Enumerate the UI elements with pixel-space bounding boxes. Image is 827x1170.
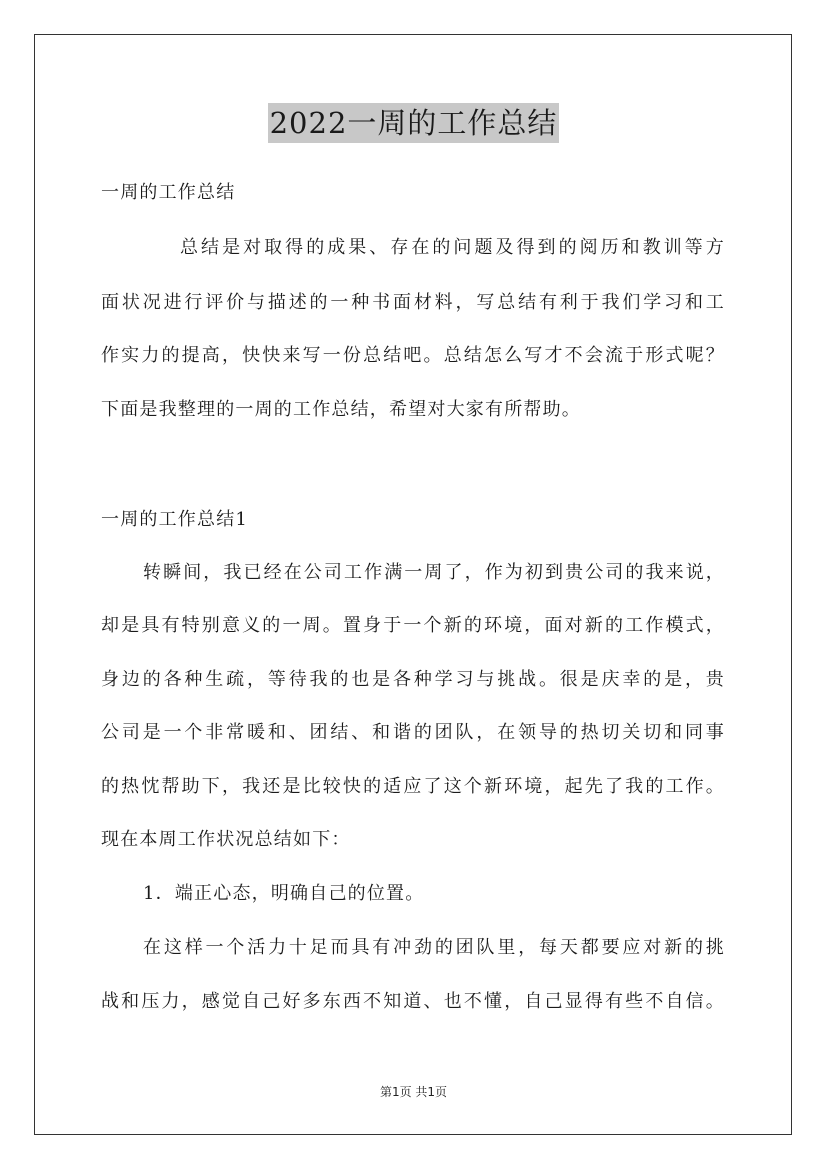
section-heading-2: 一周的工作总结1 [101, 509, 249, 530]
body-line-2: 却是具有特别意义的一周。置身于一个新的环境，面对新的工作模式， [101, 615, 725, 636]
intro-line-2: 面状况进行评价与描述的一种书面材料，写总结有利于我们学习和工 [101, 292, 725, 313]
page-footer: 第1页 共1页 [379, 1085, 448, 1099]
body2-line-2: 战和压力，感觉自己好多东西不知道、也不懂，自己显得有些不自信。 [101, 991, 725, 1012]
body-line-4: 公司是一个非常暖和、团结、和谐的团队，在领导的热切关切和同事 [101, 722, 725, 743]
intro-line-4: 下面是我整理的一周的工作总结，希望对大家有所帮助。 [101, 399, 581, 420]
title-container [0, 103, 827, 143]
body-line-5: 的热忱帮助下，我还是比较快的适应了这个新环境，起先了我的工作。 [101, 776, 725, 797]
list-item: 1．端正心态，明确自己的位置。 [143, 883, 425, 904]
body-line-1: 转瞬间，我已经在公司工作满一周了，作为初到贵公司的我来说， [143, 562, 725, 583]
document-title: 2022一周的工作总结 [268, 103, 560, 143]
intro-line-3: 作实力的提高，快快来写一份总结吧。总结怎么写才不会流于形式呢？ [101, 345, 725, 366]
body-line-6: 现在本周工作状况总结如下： [101, 829, 351, 850]
body2-line-1: 在这样一个活力十足而具有冲劲的团队里，每天都要应对新的挑 [143, 937, 725, 958]
section-heading: 一周的工作总结 [101, 182, 236, 203]
body-line-3: 身边的各种生疏，等待我的也是各种学习与挑战。很是庆幸的是，贵 [101, 669, 725, 690]
intro-line-1: 总结是对取得的成果、存在的问题及得到的阅历和教训等方 [180, 237, 725, 258]
